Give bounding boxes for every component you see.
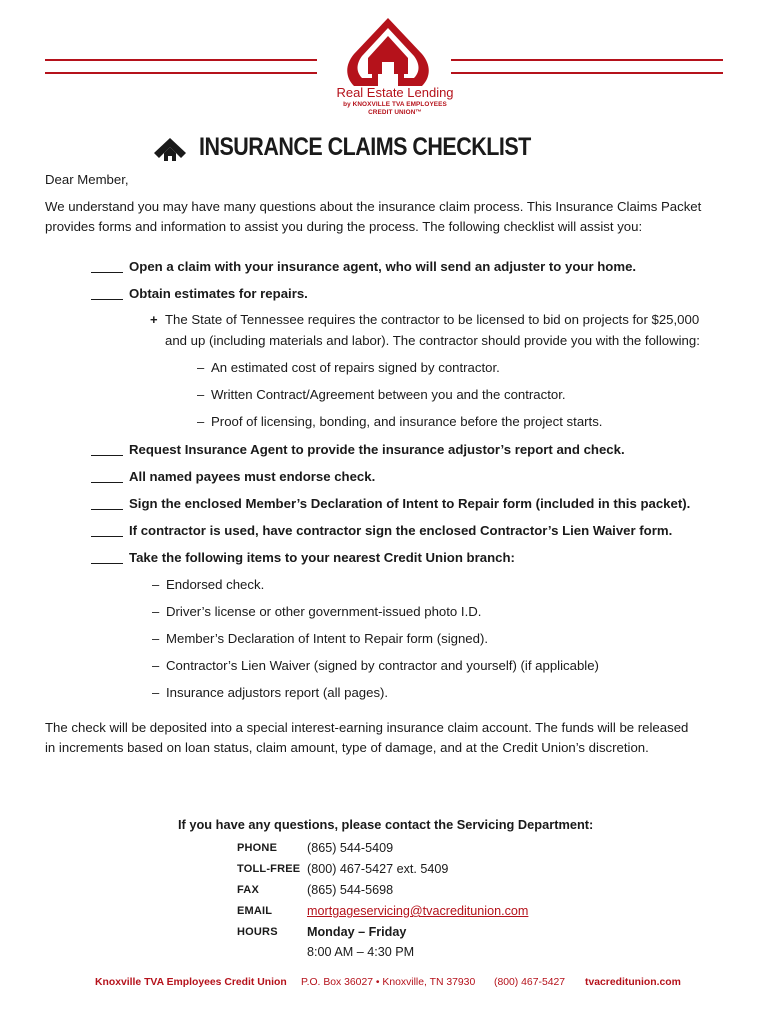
- item-7-sub-1: Endorsed check.: [166, 577, 265, 592]
- item-7-sub-2: Driver’s license or other government-issued photo I.D.: [166, 604, 482, 619]
- checkbox-blank-2[interactable]: [91, 299, 123, 300]
- header-rule-right-bottom: [451, 72, 723, 74]
- footer-website[interactable]: tvacreditunion.com: [585, 977, 681, 988]
- footer-phone: (800) 467-5427: [494, 977, 566, 988]
- item-2-sub-3: Proof of licensing, bonding, and insurance before the project starts.: [211, 414, 603, 429]
- item-7-sub-5: Insurance adjustors report (all pages).: [166, 685, 389, 700]
- header-rule-right-top: [451, 59, 723, 61]
- checklist-item-1: Open a claim with your insurance agent, who will send an adjuster to your home.: [129, 259, 637, 274]
- footer-address: P.O. Box 36027 • Knoxville, TN 37930: [301, 977, 476, 988]
- checkbox-blank-3[interactable]: [91, 455, 123, 456]
- dash-bullet-icon: –: [197, 360, 205, 375]
- phone-label: PHONE: [237, 842, 278, 854]
- item-7-sub-4: Contractor’s Lien Waiver (signed by contractor and yourself) (if applicable): [166, 658, 599, 673]
- hours-label: HOURS: [237, 926, 278, 938]
- dash-bullet-icon: –: [152, 658, 160, 673]
- plus-bullet-icon: +: [150, 312, 158, 327]
- brand-name: Real Estate Lending: [336, 85, 454, 100]
- page-title: INSURANCE CLAIMS CHECKLIST: [199, 133, 531, 161]
- dash-bullet-icon: –: [152, 631, 160, 646]
- dash-bullet-icon: –: [197, 387, 205, 402]
- checklist-item-2: Obtain estimates for repairs.: [129, 286, 308, 301]
- item-2-note-line-2: and up (including materials and labor). The contractor should provide you with the following:: [165, 333, 700, 348]
- footer-org: Knoxville TVA Employees Credit Union: [95, 977, 287, 988]
- fax-value: (865) 544-5698: [307, 883, 394, 897]
- dash-bullet-icon: –: [152, 577, 160, 592]
- checklist-item-3: Request Insurance Agent to provide the insurance adjustor’s report and check.: [129, 442, 625, 457]
- item-2-sub-1: An estimated cost of repairs signed by contractor.: [211, 360, 500, 375]
- checkbox-blank-7[interactable]: [91, 563, 123, 564]
- checklist-item-7: Take the following items to your nearest Credit Union branch:: [129, 550, 515, 565]
- tollfree-label: TOLL-FREE: [237, 863, 301, 875]
- checkbox-blank-4[interactable]: [91, 482, 123, 483]
- checklist-item-6: If contractor is used, have contractor sign the enclosed Contractor’s Lien Waiver form.: [129, 523, 673, 538]
- house-logo-icon: [338, 14, 438, 86]
- contact-heading: If you have any questions, please contact the Servicing Department:: [178, 817, 594, 832]
- fax-label: FAX: [237, 884, 259, 896]
- tollfree-value: (800) 467-5427 ext. 5409: [307, 862, 449, 876]
- header-rule-left-bottom: [45, 72, 317, 74]
- closing-line-2: in increments based on loan status, claim amount, type of damage, and at the Credit Union’s discretion.: [45, 740, 649, 755]
- checklist-item-4: All named payees must endorse check.: [129, 469, 376, 484]
- intro-line-2: provides forms and information to assist you during the process. The following checklist will assist you:: [45, 219, 643, 234]
- phone-value: (865) 544-5409: [307, 841, 394, 855]
- greeting: Dear Member,: [45, 172, 129, 187]
- brand-subtitle-1: by KNOXVILLE TVA EMPLOYEES: [343, 101, 447, 108]
- checkbox-blank-1[interactable]: [91, 272, 123, 273]
- intro-line-1: We understand you may have many questions about the insurance claim process. This Insurance Claims Packet: [45, 199, 702, 214]
- item-2-sub-2: Written Contract/Agreement between you and the contractor.: [211, 387, 566, 402]
- item-2-note-line-1: The State of Tennessee requires the contractor to be licensed to bid on projects for $25,000: [165, 312, 700, 327]
- closing-line-1: The check will be deposited into a special interest-earning insurance claim account. The funds will be released: [45, 720, 689, 735]
- checkbox-blank-5[interactable]: [91, 509, 123, 510]
- checklist-item-5: Sign the enclosed Member’s Declaration of Intent to Repair form (included in this packet).: [129, 496, 691, 511]
- email-link[interactable]: mortgageservicing@tvacreditunion.com: [307, 904, 529, 918]
- dash-bullet-icon: –: [197, 414, 205, 429]
- checkbox-blank-6[interactable]: [91, 536, 123, 537]
- dash-bullet-icon: –: [152, 685, 160, 700]
- hours-days: Monday – Friday: [307, 925, 407, 939]
- hours-time: 8:00 AM – 4:30 PM: [307, 945, 415, 959]
- header-rule-left-top: [45, 59, 317, 61]
- title-house-icon: [153, 137, 187, 161]
- brand-subtitle-2: CREDIT UNION™: [368, 109, 422, 116]
- item-7-sub-3: Member’s Declaration of Intent to Repair form (signed).: [166, 631, 489, 646]
- dash-bullet-icon: –: [152, 604, 160, 619]
- email-label: EMAIL: [237, 905, 273, 917]
